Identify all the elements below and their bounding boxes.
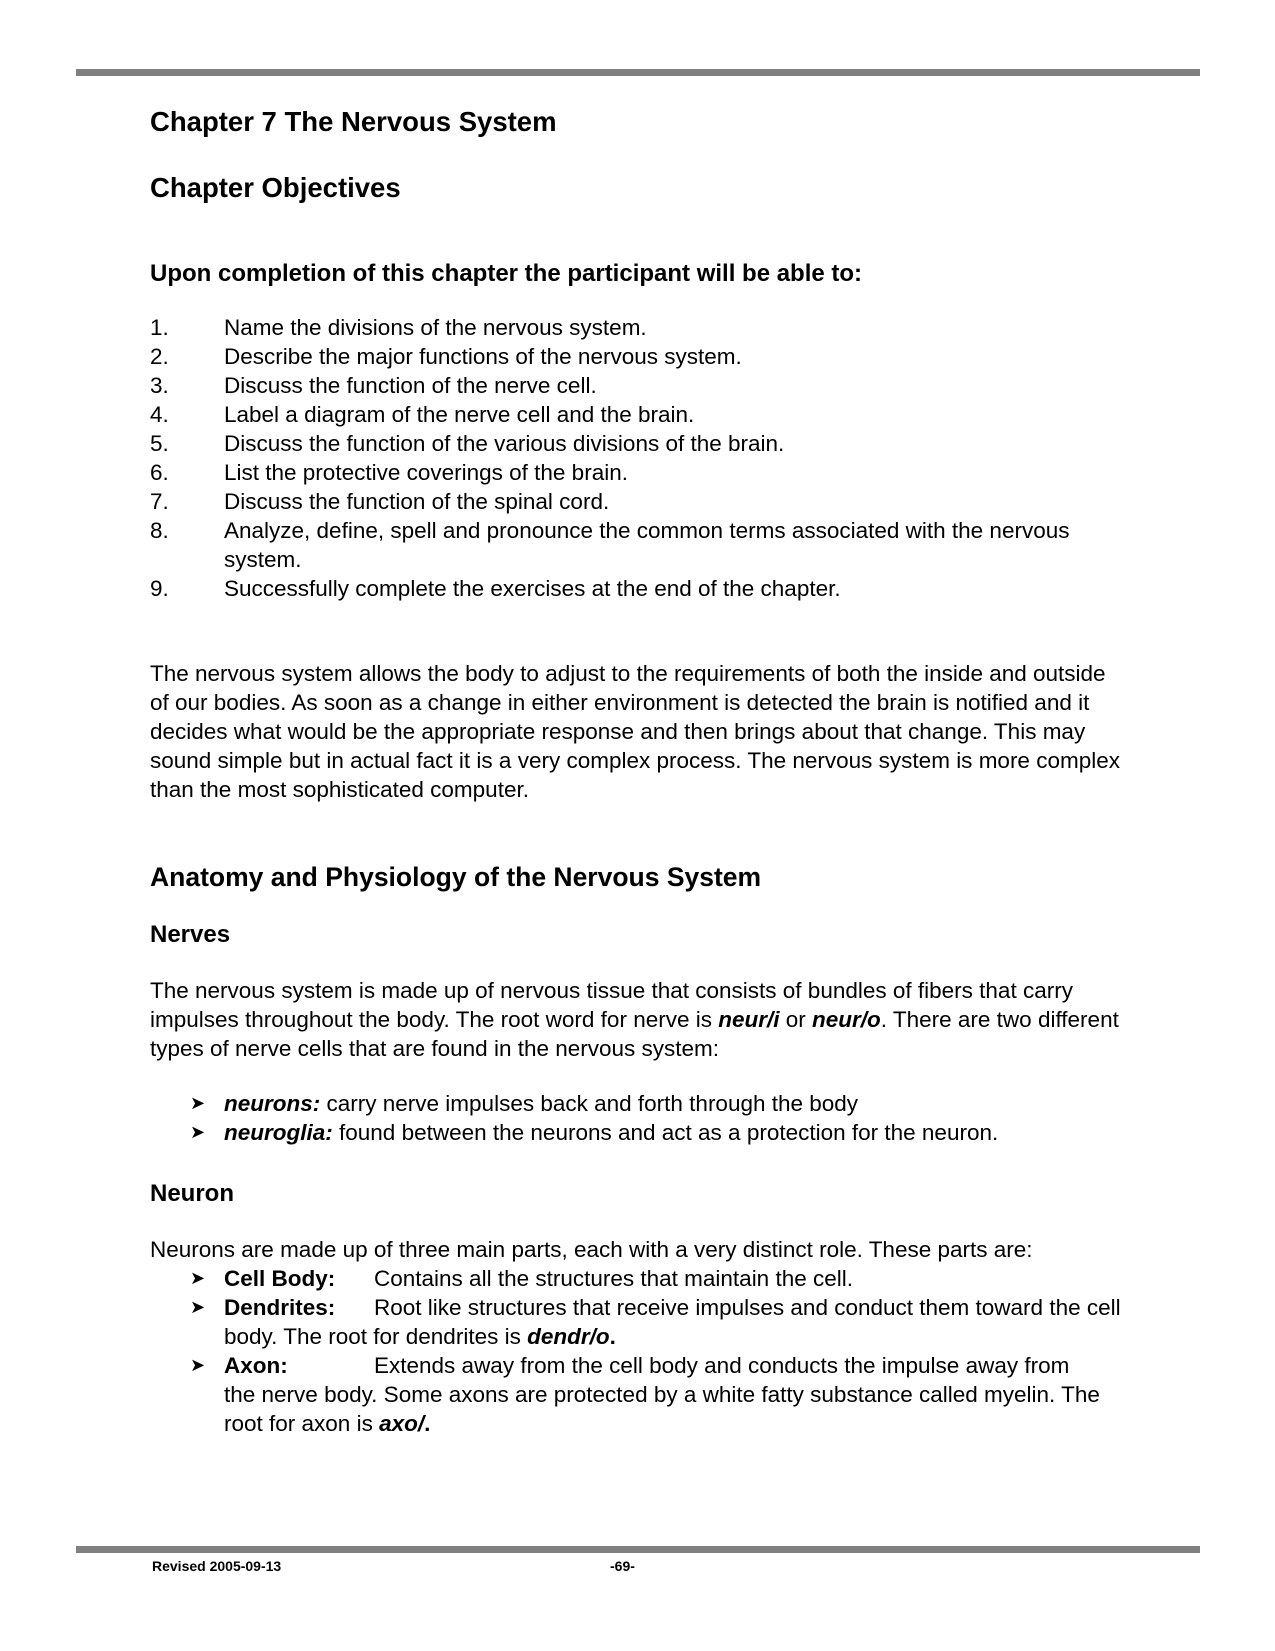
anatomy-heading: Anatomy and Physiology of the Nervous System (150, 862, 762, 892)
objectives-lead: Upon completion of this chapter the participant will be able to: (150, 260, 863, 287)
item-number: 2. (150, 344, 169, 369)
part-end-punct: . (609, 1324, 616, 1349)
nerves-text-2: . There are two different types of nerve cells that are found in the nervous system: (150, 1007, 1119, 1061)
list-item (150, 458, 1130, 487)
item-number: 3. (150, 373, 169, 398)
root-axo: axo/ (379, 1411, 425, 1436)
objectives-list (150, 313, 1130, 603)
item-text: Name the divisions of the nervous system. (224, 315, 647, 340)
list-item (190, 1293, 1130, 1351)
arrow-bullet-icon: ➤ (190, 1093, 206, 1113)
item-number: 5. (150, 431, 169, 456)
item-number: 6. (150, 460, 169, 485)
term-neuroglia: neuroglia: (224, 1120, 333, 1145)
item-number: 4. (150, 402, 169, 427)
root-neur-o: neur/o (812, 1007, 881, 1032)
arrow-bullet-icon: ➤ (190, 1355, 206, 1375)
part-description: Root like structures that receive impulses and conduct them toward the cell body. The root for dendrites is (224, 1295, 1121, 1349)
arrow-bullet-icon: ➤ (190, 1268, 206, 1288)
neuron-parts-list (150, 1264, 1130, 1438)
objectives-heading: Chapter Objectives (150, 172, 401, 203)
list-item (150, 342, 1130, 371)
nerve-cell-types-list (150, 1089, 1130, 1147)
term-neurons: neurons: (224, 1091, 321, 1116)
list-item (150, 516, 1130, 574)
intro-paragraph: The nervous system allows the body to adjust to the requirements of both the inside and outside of our bodies. As soon as a change in either environment is detected the brain is notified and it decides what would be the appropriate response and then brings about that change. This may sound simple but in actual fact it is a very complex process. The nervous system is more complex than the most sophisticated computer. (150, 661, 1120, 802)
neuron-intro: Neurons are made up of three main parts, each with a very distinct role. These parts are: (150, 1237, 1033, 1262)
arrow-bullet-icon: ➤ (190, 1297, 206, 1317)
list-item (150, 574, 1130, 603)
list-item (150, 313, 1130, 342)
root-dendr-o: dendr/o (527, 1324, 610, 1349)
list-item (150, 429, 1130, 458)
part-description: Contains all the structures that maintain the cell. (374, 1266, 853, 1291)
nerves-paragraph (150, 976, 1130, 1063)
neuron-heading: Neuron (150, 1180, 234, 1207)
list-item (190, 1351, 1130, 1438)
nerves-heading: Nerves (150, 921, 231, 948)
list-item (190, 1264, 1130, 1293)
item-number: 1. (150, 315, 169, 340)
item-number: 7. (150, 489, 169, 514)
list-item (150, 487, 1130, 516)
top-rule (76, 69, 1200, 76)
item-text: List the protective coverings of the brain. (224, 460, 628, 485)
list-item (190, 1089, 1130, 1118)
list-item (150, 371, 1130, 400)
revised-date: Revised 2005-09-13 (152, 1558, 282, 1574)
root-neur-i: neur/i (718, 1007, 780, 1032)
page-number: -69- (610, 1558, 635, 1574)
term-definition: found between the neurons and act as a protection for the neuron. (332, 1120, 999, 1145)
item-text: Analyze, define, spell and pronounce the common terms associated with the nervous system. (224, 518, 1070, 572)
item-number: 8. (150, 518, 169, 543)
term-definition: carry nerve impulses back and forth through the body (320, 1091, 859, 1116)
item-number: 9. (150, 576, 169, 601)
part-description: Extends away from the cell body and conducts the impulse away from the nerve body. Some axons are protected by a white fatty substance called myelin. The root for axon is (224, 1353, 1100, 1436)
item-text: Label a diagram of the nerve cell and the brain. (224, 402, 695, 427)
nerves-text-1: The nervous system is made up of nervous tissue that consists of bundles of fibers that carry impulses throughout the body. The root word for nerve is (150, 978, 1073, 1032)
arrow-bullet-icon: ➤ (190, 1122, 206, 1142)
item-text: Successfully complete the exercises at the end of the chapter. (224, 576, 841, 601)
list-item (150, 400, 1130, 429)
list-item (190, 1118, 1130, 1147)
part-end-punct: . (424, 1411, 431, 1436)
page-content (150, 100, 1130, 1438)
item-text: Discuss the function of the various divisions of the brain. (224, 431, 785, 456)
item-text: Discuss the function of the nerve cell. (224, 373, 597, 398)
item-text: Discuss the function of the spinal cord. (224, 489, 610, 514)
item-text: Describe the major functions of the nervous system. (224, 344, 742, 369)
part-label-cell-body: Cell Body: (224, 1266, 336, 1291)
bottom-rule (76, 1546, 1200, 1553)
part-label-axon: Axon: (224, 1353, 288, 1378)
chapter-title: Chapter 7 The Nervous System (150, 106, 557, 137)
part-label-dendrites: Dendrites: (224, 1295, 336, 1320)
nerves-or: or (779, 1007, 813, 1032)
